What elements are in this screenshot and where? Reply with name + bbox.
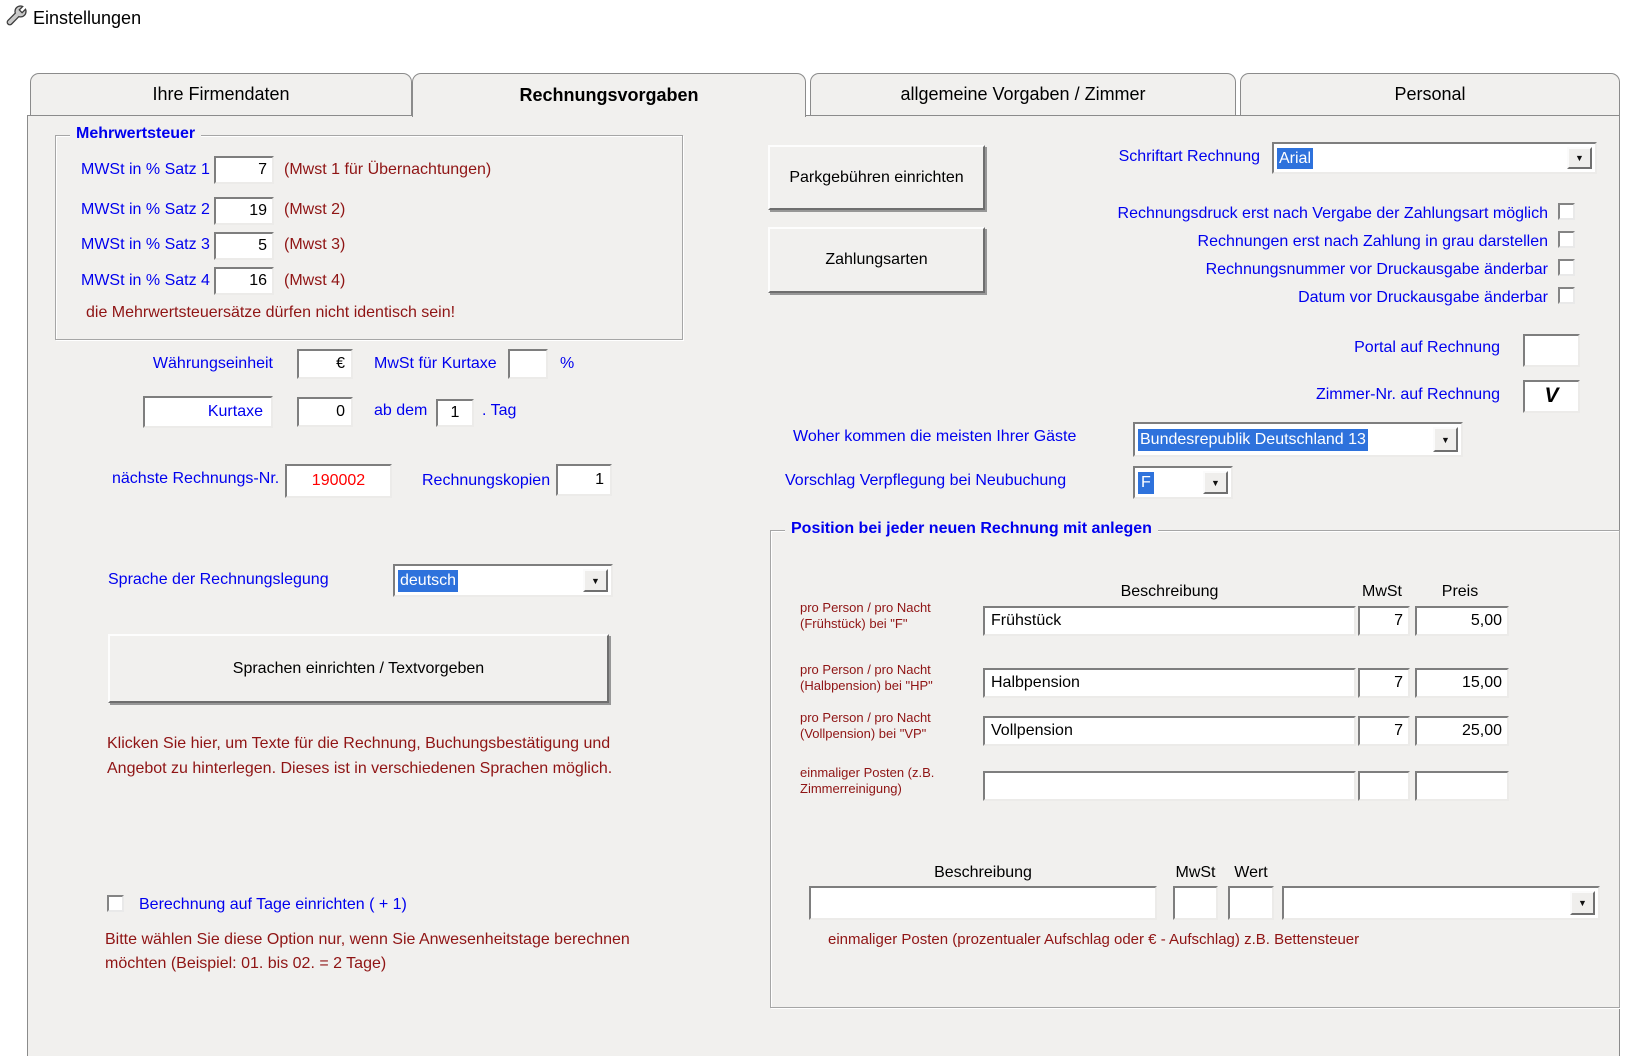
- position-row-2-price-input[interactable]: 15,00: [1415, 668, 1509, 698]
- vat-rate3-input[interactable]: 5: [214, 232, 274, 260]
- invoice-font-combobox[interactable]: [1272, 142, 1597, 174]
- surcharge-wert-input[interactable]: [1228, 886, 1274, 920]
- print-option-4-checkbox[interactable]: [1558, 287, 1575, 304]
- day-calculation-label: Berechnung auf Tage einrichten ( + 1): [139, 896, 407, 913]
- board-suggestion-combobox[interactable]: [1133, 466, 1233, 499]
- print-option-1-label: Rechnungsdruck erst nach Vergabe der Zahlungsart möglich: [1117, 205, 1548, 222]
- languages-note-text: Klicken Sie hier, um Texte für die Rechnung, Buchungsbestätigung und Angebot zu hinterlegen. Dieses ist in verschiedenen Sprachen möglich.: [107, 735, 613, 777]
- position-row-2-label-line1: pro Person / pro Nacht: [800, 662, 931, 677]
- tab-ihre-firmendaten[interactable]: Ihre Firmendaten: [30, 73, 412, 115]
- vat-rate3-note: (Mwst 3): [284, 236, 346, 253]
- position-row-2-label-line2: (Halbpension) bei "HP": [800, 678, 933, 693]
- invoice-font-value: Arial: [1279, 150, 1312, 167]
- position-row-4-mwst-input[interactable]: [1358, 771, 1410, 801]
- parking-fees-button[interactable]: Parkgebühren einrichten: [768, 145, 985, 210]
- vat-rate2-input[interactable]: 19: [214, 197, 274, 225]
- vat-rate4-label: MWSt in % Satz 4: [81, 272, 210, 289]
- surcharge-header-wert: Wert: [1234, 864, 1268, 881]
- room-no-on-invoice-label: Zimmer-Nr. auf Rechnung: [1315, 386, 1500, 403]
- room-no-on-invoice-input[interactable]: V: [1523, 380, 1580, 413]
- vat-groupbox: [55, 125, 683, 340]
- next-invoice-no-input[interactable]: 190002: [285, 464, 392, 498]
- invoice-language-combobox[interactable]: [393, 564, 613, 597]
- languages-setup-button[interactable]: Sprachen einrichten / Textvorgeben: [108, 634, 609, 703]
- tab-rechnungsvorgaben[interactable]: Rechnungsvorgaben: [412, 73, 806, 117]
- position-row-3-mwst-input[interactable]: 7: [1358, 716, 1410, 746]
- position-row-4-description-input[interactable]: [983, 771, 1356, 801]
- position-row-4-label-line1: einmaliger Posten (z.B.: [800, 765, 935, 780]
- currency-unit-input[interactable]: €: [297, 349, 353, 379]
- invoice-copies-label: Rechnungskopien: [422, 472, 551, 489]
- day-calculation-note: Bitte wählen Sie diese Option nur, wenn Sie Anwesenheitstage berechnen möchten (Beispiel: 01. bis 02. = 2 Tage): [105, 931, 630, 972]
- vat-group-title: Mehrwertsteuer: [70, 125, 201, 143]
- print-option-3-label: Rechnungsnummer vor Druckausgabe änderbar: [1205, 261, 1548, 278]
- payment-methods-button[interactable]: Zahlungsarten: [768, 227, 985, 293]
- position-row-1-label: [800, 600, 931, 632]
- print-option-2-label: Rechnungen erst nach Zahlung in grau darstellen: [1197, 233, 1548, 250]
- position-row-4-label-line2: Zimmerreinigung): [800, 781, 902, 796]
- guests-origin-label: Woher kommen die meisten Ihrer Gäste: [793, 428, 1077, 445]
- kurtaxe-value-input[interactable]: 0: [297, 397, 353, 427]
- kurtaxe-vat-input[interactable]: [508, 349, 548, 379]
- surcharge-header-mwst: MwSt: [1175, 864, 1216, 881]
- chevron-down-icon[interactable]: ▼: [1570, 891, 1595, 915]
- guests-origin-value: Bundesrepublik Deutschland 13: [1138, 429, 1368, 451]
- portal-on-invoice-label: Portal auf Rechnung: [1354, 339, 1500, 356]
- print-option-3-checkbox[interactable]: [1558, 259, 1575, 276]
- next-invoice-no-label: nächste Rechnungs-Nr.: [112, 470, 280, 487]
- position-row-3-label: [800, 710, 931, 742]
- percent-sign-label: %: [560, 355, 575, 372]
- position-row-1-mwst-input[interactable]: 7: [1358, 606, 1410, 636]
- kurtaxe-vat-label: MwSt für Kurtaxe: [374, 355, 497, 372]
- vat-rate1-label: MWSt in % Satz 1: [81, 161, 210, 178]
- tag-label: . Tag: [482, 402, 517, 419]
- guests-origin-combobox[interactable]: [1133, 422, 1463, 457]
- vat-rate3-label: MWSt in % Satz 3: [81, 236, 210, 253]
- currency-unit-label: Währungseinheit: [152, 355, 273, 372]
- positions-header-preis: Preis: [1441, 583, 1479, 600]
- tab-allgemeine-vorgaben-zimmer[interactable]: allgemeine Vorgaben / Zimmer: [810, 73, 1236, 115]
- surcharge-header-beschreibung: Beschreibung: [934, 864, 1032, 881]
- surcharge-description-input[interactable]: [809, 886, 1157, 920]
- position-row-3-description-input[interactable]: Vollpension: [983, 716, 1356, 746]
- chevron-down-icon[interactable]: ▼: [1433, 427, 1458, 452]
- chevron-down-icon[interactable]: ▼: [1567, 147, 1592, 169]
- board-suggestion-label: Vorschlag Verpflegung bei Neubuchung: [785, 472, 1067, 489]
- vat-rate1-input[interactable]: 7: [214, 156, 274, 184]
- invoice-language-label: Sprache der Rechnungslegung: [108, 571, 329, 588]
- vat-rate2-note: (Mwst 2): [284, 201, 346, 218]
- vat-rate1-note: (Mwst 1 für Übernachtungen): [284, 161, 492, 178]
- kurtaxe-label-box[interactable]: Kurtaxe: [143, 396, 273, 428]
- position-row-1-label-line1: pro Person / pro Nacht: [800, 600, 931, 615]
- vat-rate4-note: (Mwst 4): [284, 272, 346, 289]
- surcharge-note-text: einmaliger Posten (prozentualer Aufschlag oder € - Aufschlag) z.B. Bettensteuer: [828, 931, 1360, 948]
- ab-dem-label: ab dem: [374, 402, 428, 419]
- surcharge-mwst-input[interactable]: [1173, 886, 1218, 920]
- surcharge-type-combobox[interactable]: [1282, 886, 1600, 920]
- position-row-2-description-input[interactable]: Halbpension: [983, 668, 1356, 698]
- position-row-3-label-line1: pro Person / pro Nacht: [800, 710, 931, 725]
- position-row-3-price-input[interactable]: 25,00: [1415, 716, 1509, 746]
- position-row-1-label-line2: (Frühstück) bei "F": [800, 616, 908, 631]
- position-row-1-price-input[interactable]: 5,00: [1415, 606, 1509, 636]
- chevron-down-icon[interactable]: ▼: [1203, 471, 1228, 494]
- window-title: Einstellungen: [33, 8, 142, 28]
- tab-personal[interactable]: Personal: [1240, 73, 1620, 115]
- portal-on-invoice-input[interactable]: [1523, 334, 1580, 367]
- position-row-4-price-input[interactable]: [1415, 771, 1509, 801]
- chevron-down-icon[interactable]: ▼: [583, 569, 608, 592]
- invoice-language-value: deutsch: [398, 570, 458, 592]
- position-row-1-description-input[interactable]: Frühstück: [983, 606, 1356, 636]
- print-option-2-checkbox[interactable]: [1558, 231, 1575, 248]
- vat-rate4-input[interactable]: 16: [214, 267, 274, 295]
- position-row-2-label: [800, 662, 933, 694]
- wrench-icon: [4, 5, 28, 29]
- positions-header-beschreibung: Beschreibung: [1120, 583, 1219, 600]
- position-row-3-label-line2: (Vollpension) bei "VP": [800, 726, 927, 741]
- vat-rate2-label: MWSt in % Satz 2: [81, 201, 210, 218]
- positions-header-mwst: MwSt: [1362, 583, 1402, 600]
- print-option-4-label: Datum vor Druckausgabe änderbar: [1298, 289, 1548, 306]
- board-suggestion-value: F: [1138, 472, 1154, 494]
- position-row-4-label: [800, 765, 934, 797]
- position-row-2-mwst-input[interactable]: 7: [1358, 668, 1410, 698]
- invoice-font-label: Schriftart Rechnung: [1118, 148, 1260, 165]
- print-option-1-checkbox[interactable]: [1558, 203, 1575, 220]
- vat-warning-text: die Mehrwertsteuersätze dürfen nicht identisch sein!: [86, 304, 456, 321]
- default-positions-group-title: Position bei jeder neuen Rechnung mit anlegen: [785, 520, 1158, 538]
- kurtaxe-day-input[interactable]: 1: [436, 399, 474, 427]
- invoice-copies-input[interactable]: 1: [556, 464, 612, 496]
- day-calculation-checkbox[interactable]: [107, 895, 124, 912]
